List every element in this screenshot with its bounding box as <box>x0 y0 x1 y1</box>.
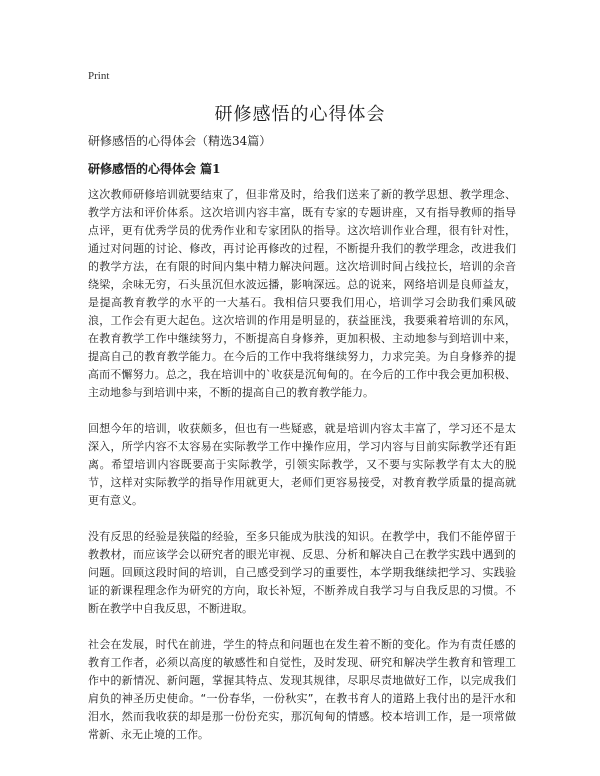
print-link[interactable]: Print <box>88 70 110 82</box>
section-heading: 研修感悟的心得体会 篇1 <box>88 162 221 176</box>
paragraph: 社会在发展，时代在前进，学生的特点和问题也在发生着不断的变化。作为有责任感的教育工作者，必须以高度的敏感性和自觉性，及时发现、研究和解决学生教育和管理工作中的新情况、新问题，掌握其特点、发现其规律，尽职尽责地做好工作，以完成我们肩负的神圣历史使命。“一份春华，一份秋实”，在教书育人的道路上我付出的是汗水和泪水，然而我收获的却是那一份份充实，那沉甸甸的情感。校本培训工作，是一项常做常新、永无止境的工作。 <box>88 638 516 741</box>
document-body <box>88 186 516 762</box>
document-subtitle: 研修感悟的心得体会（精选34篇） <box>88 134 272 148</box>
paragraph: 没有反思的经验是狭隘的经验，至多只能成为肤浅的知识。在教学中，我们不能停留于教教材，而应该学会以研究者的眼光审视、反思、分析和解决自己在教学实践中遇到的问题。回顾这段时间的培训，自己感受到学习的重要性，本学期我继续把学习、实践验证的新课程理念作为研究的方向，取长补短，不断养成自我学习与自我反思的习惯。不断在教学中自我反思，不断进取。 <box>88 530 516 615</box>
paragraph: 回想今年的培训，收获颇多，但也有一些疑惑，就是培训内容太丰富了，学习还不是太深入，所学内容不太容易在实际教学工作中操作应用，学习内容与目前实际教学还有距离。希望培训内容既要高于实际教学，引领实际教学，又不要与实际教学有太大的脱节，这样对实际教学的指导作用就更大，老师们更容易接受，对教育教学质量的提高就更有意义。 <box>88 422 516 507</box>
document-title: 研修感悟的心得体会 <box>214 104 386 125</box>
paragraph: 这次教师研修培训就要结束了，但非常及时，给我们送来了新的教学思想、教学理念、教学方法和评价体系。这次培训内容丰富，既有专家的专题讲座，又有指导教师的指导点评，更有优秀学员的优秀作业和专家团队的指导。这次培训作业合理，很有针对性，通过对问题的讨论、修改，再讨论再修改的过程，不断提升我们的教学理念，改进我们的教学方法，在有限的时间内集中精力解决问题。这次培训时间占线拉长，培训的余音绕梁，余味无穷，石头虽沉但水波远播，影响深远。总的说来，网络培训是良师益友，是提高教育教学的水平的一大基石。我相信只要我们用心，培训学习会助我们乘风破浪，工作会有更大起色。这次培训的作用是明显的，获益匪浅，我要乘着培训的东风，在教育教学工作中继续努力，不断提高自身修养，更加积极、主动地参与到培训中来，提高自己的教育教学能力。在今后的工作中我将继续努力，力求完美。为自身修养的提高而不懈努力。总之，我在培训中的`收获是沉甸甸的。在今后的工作中我会更加积极、主动地参与到培训中来，不断的提高自己的教育教学能力。 <box>88 188 516 399</box>
